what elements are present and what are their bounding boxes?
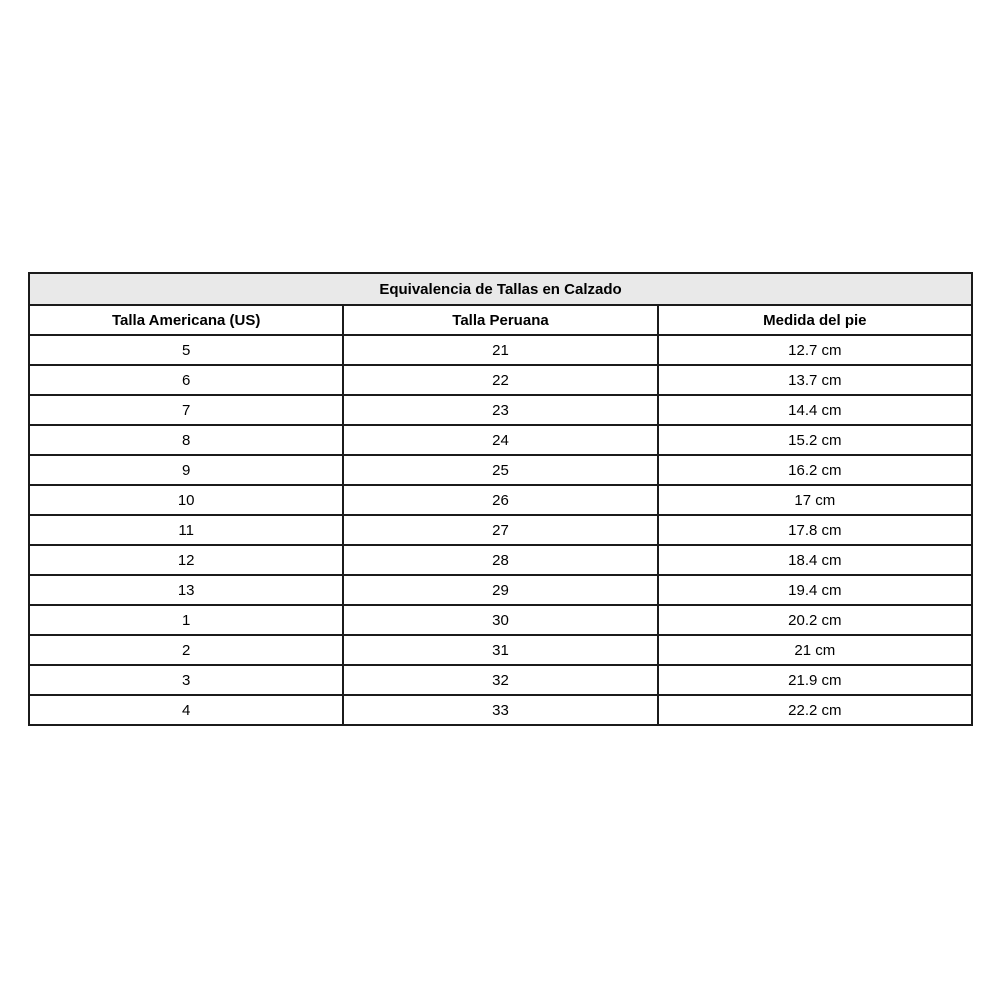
table-row [29,335,972,365]
table-row [29,485,972,515]
column-header-talla-americana: Talla Americana (US) [29,305,343,335]
table-cell: 30 [343,605,657,635]
table-cell: 16.2 cm [658,455,972,485]
shoe-size-table [28,272,973,726]
column-header-talla-peruana: Talla Peruana [343,305,657,335]
table-cell: 13 [29,575,343,605]
table-cell: 13.7 cm [658,365,972,395]
table-cell: 25 [343,455,657,485]
table-cell: 2 [29,635,343,665]
table-cell: 8 [29,425,343,455]
table-row [29,635,972,665]
table-cell: 21.9 cm [658,665,972,695]
table-cell: 1 [29,605,343,635]
table-cell: 27 [343,515,657,545]
table-cell: 23 [343,395,657,425]
table-cell: 17.8 cm [658,515,972,545]
table-cell: 18.4 cm [658,545,972,575]
table-cell: 19.4 cm [658,575,972,605]
table-cell: 21 cm [658,635,972,665]
table-cell: 6 [29,365,343,395]
table-cell: 26 [343,485,657,515]
table-title: Equivalencia de Tallas en Calzado [29,273,972,305]
table-cell: 21 [343,335,657,365]
table-row [29,455,972,485]
table-cell: 22.2 cm [658,695,972,725]
table-row [29,665,972,695]
table-cell: 31 [343,635,657,665]
table-cell: 5 [29,335,343,365]
table-row [29,365,972,395]
table-cell: 29 [343,575,657,605]
table-row [29,395,972,425]
table-title-row [29,273,972,305]
table-cell: 10 [29,485,343,515]
table-cell: 12.7 cm [658,335,972,365]
table-cell: 3 [29,665,343,695]
table-cell: 11 [29,515,343,545]
table-cell: 17 cm [658,485,972,515]
table-cell: 32 [343,665,657,695]
table-cell: 12 [29,545,343,575]
table-cell: 24 [343,425,657,455]
table-cell: 33 [343,695,657,725]
table-row [29,695,972,725]
table-cell: 4 [29,695,343,725]
table-cell: 28 [343,545,657,575]
table-cell: 14.4 cm [658,395,972,425]
table-cell: 7 [29,395,343,425]
table-cell: 20.2 cm [658,605,972,635]
table-cell: 15.2 cm [658,425,972,455]
table-row [29,545,972,575]
table-row [29,515,972,545]
table-cell: 9 [29,455,343,485]
table-cell: 22 [343,365,657,395]
column-header-medida-del-pie: Medida del pie [658,305,972,335]
table-header-row [29,305,972,335]
table-row [29,425,972,455]
table-row [29,575,972,605]
table-row [29,605,972,635]
